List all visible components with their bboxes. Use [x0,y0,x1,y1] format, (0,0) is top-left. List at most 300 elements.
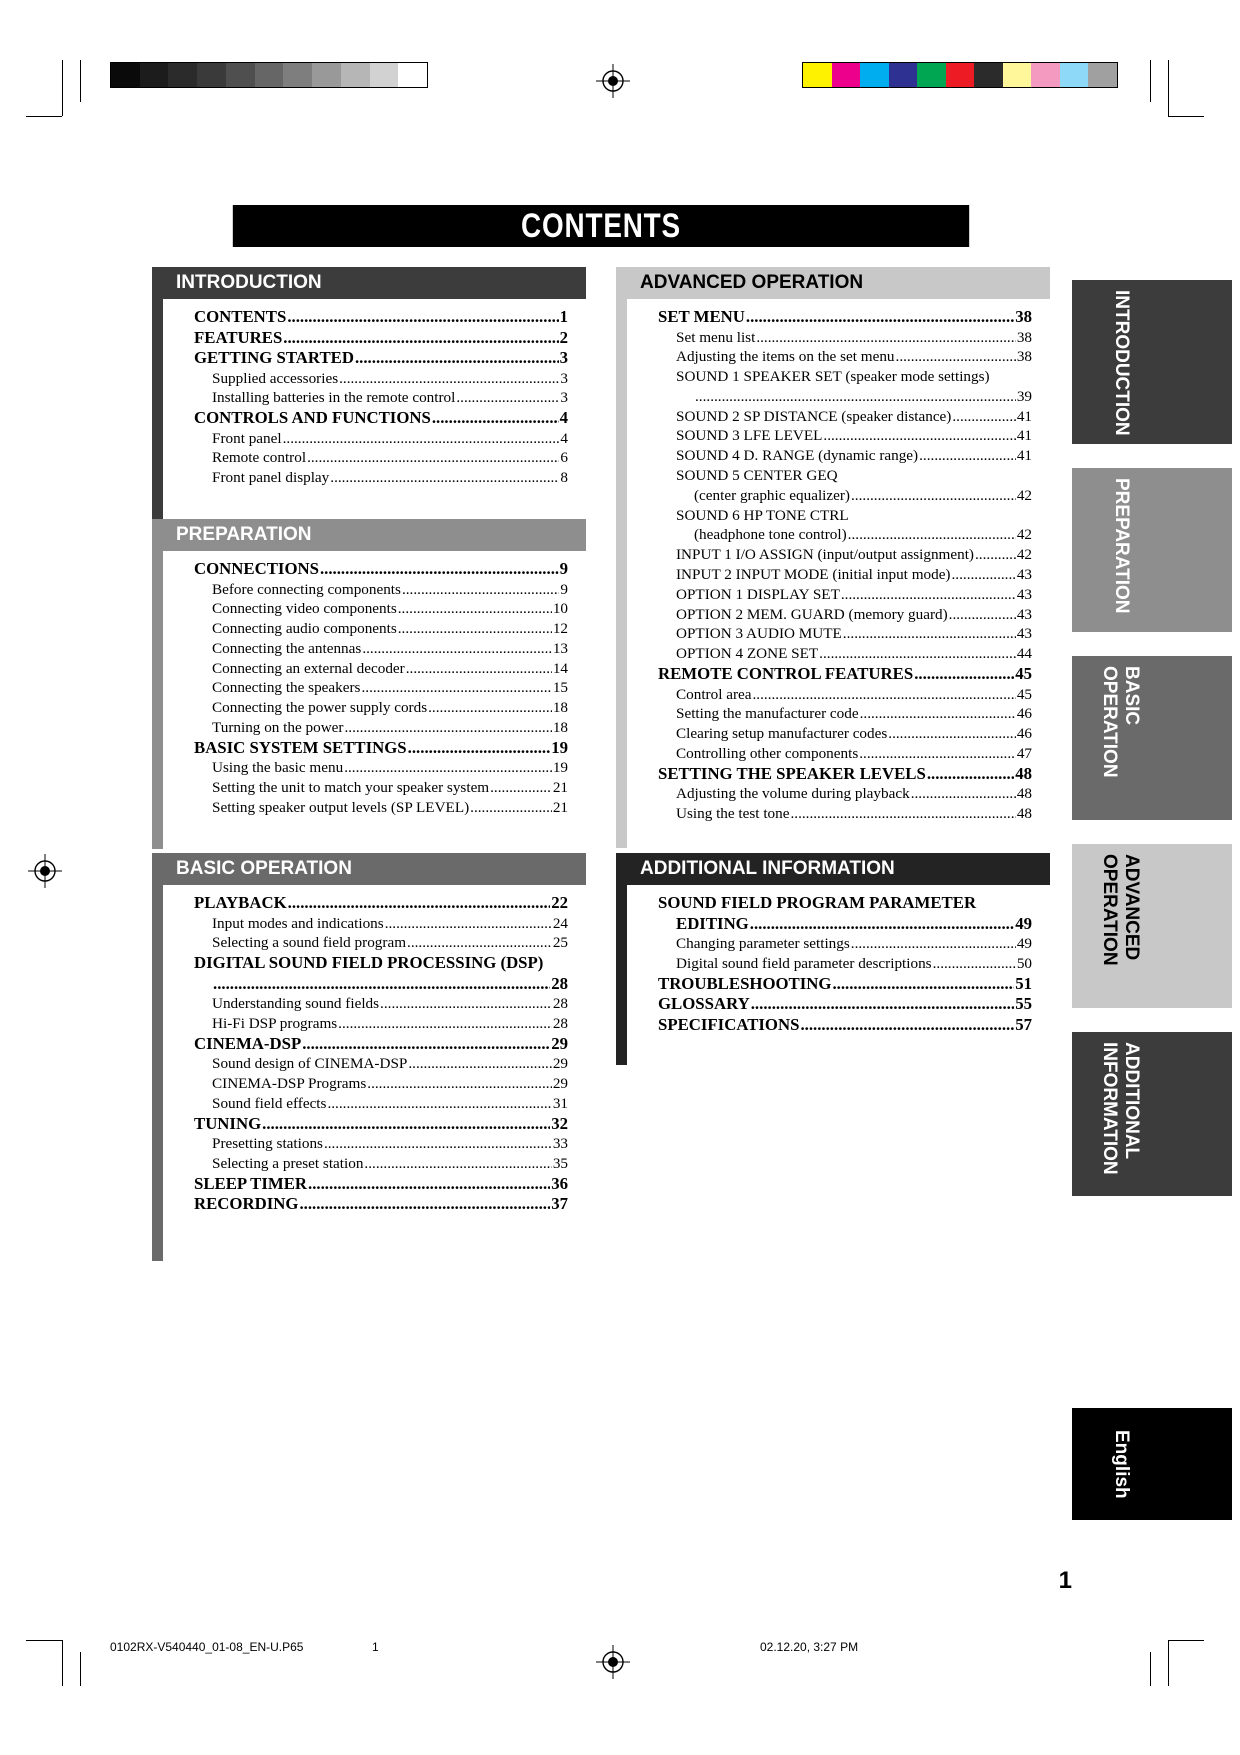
toc-entry-page: 37 [551,1194,568,1214]
crop-mark [1168,60,1169,116]
toc-entry[interactable] [194,659,568,679]
toc-entry-page: 51 [1015,973,1032,993]
tab-label: ADVANCED OPERATION [1099,854,1142,966]
toc-leader-dots [320,559,559,580]
toc-entry-page: 55 [1015,994,1032,1014]
tab-advanced-operation[interactable] [1072,844,1232,1008]
toc-leader-dots [470,798,552,818]
toc-entry-label: Control area [676,685,752,703]
toc-entry-page: 21 [552,798,568,816]
toc-entry-page: 48 [1016,785,1032,803]
toc-entry-label: Adjusting the items on the set menu [676,348,895,366]
crop-mark [1168,1640,1169,1686]
toc-entry-page: 45 [1015,664,1032,684]
toc-entry-page: 36 [551,1173,568,1193]
tab-preparation[interactable] [1072,468,1232,632]
section-heading: PREPARATION [152,519,586,551]
toc-entry[interactable] [194,639,568,659]
toc-entry-label: Digital sound field parameter descriptions [676,954,932,972]
toc-entry[interactable] [658,328,1032,348]
toc-entry-page: 41 [1016,407,1032,425]
toc-leader-dots [408,738,551,759]
toc-entry[interactable] [194,1134,568,1154]
toc-entry-page: 4 [559,408,568,428]
tab-label: ADDITIONAL INFORMATION [1099,1042,1142,1175]
toc-entry-label: CONNECTIONS [194,559,319,578]
toc-entry-label: SOUND 4 D. RANGE (dynamic range) [676,447,919,465]
toc-leader-dots [344,718,551,738]
toc-entry[interactable] [194,348,568,369]
color-swatch [860,63,889,87]
toc-entry[interactable] [194,619,568,639]
toc-entry[interactable] [658,446,1032,466]
toc-entry[interactable] [658,585,1032,605]
toc-entry[interactable] [658,407,1032,427]
toc-entry-label: SOUND 6 HP TONE CTRL [676,506,849,524]
toc-entry[interactable] [194,1154,568,1174]
toc-entry-label: RECORDING [194,1194,299,1214]
toc-entry-label: Changing parameter settings [676,935,850,952]
color-swatch [946,63,975,87]
toc-entry[interactable] [194,778,568,798]
toc-entry-page: 42 [1016,526,1032,544]
toc-entry-label: Clearing setup manufacturer codes [676,725,888,743]
toc-leader-dots [746,307,1014,328]
toc-entry[interactable] [194,1014,568,1034]
toc-entry-page: 10 [552,600,568,618]
toc-entry[interactable] [658,994,1032,1015]
toc-entry-label: Front panel display [212,469,330,487]
crop-mark [1168,116,1204,117]
toc-entry[interactable] [658,1015,1032,1036]
toc-entry-page: 38 [1016,328,1032,346]
color-swatch [341,63,370,87]
toc-entry-page: 43 [1016,585,1032,603]
toc-entry[interactable] [194,718,568,738]
toc-entry-label: Before connecting components [212,580,401,598]
toc-entry-page: 29 [551,1033,568,1053]
toc-entry-label: Understanding sound fields [212,995,380,1013]
toc-entry-label: Hi-Fi DSP programs [212,1014,338,1032]
toc-leader-dots [888,724,1016,744]
toc-leader-dots [933,954,1016,974]
toc-entry[interactable] [194,914,568,934]
toc-entry[interactable] [658,704,1032,724]
color-swatch [312,63,341,87]
toc-entry[interactable] [194,758,568,778]
toc-entry-page: 3 [560,369,568,387]
section-additional-information [616,853,1050,1065]
page-number: 1 [1058,1567,1072,1594]
color-swatch [917,63,946,87]
tab-label: INTRODUCTION [1111,290,1132,436]
toc-entry-page: 1 [559,307,568,326]
toc-entry-page: 18 [552,699,568,717]
toc-entry[interactable] [658,974,1032,995]
section-entries [616,885,1050,1065]
toc-entry-label: Installing batteries in the remote control [212,389,456,407]
toc-entry-page: 18 [552,719,568,737]
toc-entry[interactable] [658,466,1032,486]
toc-leader-dots [952,565,1016,585]
toc-leader-dots [800,1015,1014,1036]
toc-entry-label: Connecting the antennas [212,639,362,657]
tab-label: English [1111,1430,1132,1499]
toc-entry[interactable] [194,1074,568,1094]
toc-entry[interactable] [658,545,1032,565]
toc-leader-dots [324,1134,552,1154]
section-entries [616,299,1050,848]
toc-leader-dots [490,778,552,798]
toc-entry[interactable] [194,1174,568,1195]
toc-entry[interactable] [658,744,1032,764]
toc-entry-page: 3 [559,348,568,367]
toc-entry-label: Sound field effects [212,1094,327,1112]
toc-leader-dots [832,974,1014,995]
toc-entry-page: 28 [552,995,568,1013]
toc-entry-label: SOUND 3 LFE LEVEL [676,427,823,445]
toc-entry[interactable] [658,914,1032,935]
toc-entry-label: SET MENU [658,307,745,326]
toc-entry[interactable] [658,644,1032,664]
section-heading: BASIC OPERATION [152,853,586,885]
toc-leader-dots [753,685,1016,705]
toc-entry-page: 50 [1016,954,1032,972]
toc-entry-page: 24 [552,914,568,932]
toc-entry[interactable] [658,685,1032,705]
color-calibration-bar [802,62,1118,88]
color-swatch [111,63,140,87]
toc-entry[interactable] [194,307,568,328]
footer-file: 0102RX-V540440_01-08_EN-U.P65 [110,1640,304,1654]
toc-entry-label: Selecting a sound field program [212,934,407,952]
toc-entry-label: Selecting a preset station [212,1154,364,1172]
toc-entry[interactable] [658,954,1032,974]
toc-entry[interactable] [658,893,1032,914]
crop-mark [26,1640,62,1641]
toc-leader-dots [402,580,559,600]
toc-entry[interactable] [658,506,1032,526]
toc-leader-dots [327,1094,551,1114]
toc-leader-dots [911,784,1016,804]
toc-entry-page: 42 [1016,486,1032,504]
toc-leader-dots [975,545,1016,565]
toc-entry[interactable] [658,724,1032,744]
tab-introduction[interactable] [1072,280,1232,444]
toc-entry-label: TROUBLESHOOTING [658,973,832,993]
section-preparation [152,519,586,849]
toc-leader-dots [896,347,1016,367]
toc-leader-dots [927,764,1014,785]
toc-entry[interactable] [194,559,568,580]
toc-entry[interactable] [658,764,1032,785]
tab-english[interactable] [1072,1408,1232,1520]
toc-entry-label: OPTION 3 AUDIO MUTE [676,625,842,643]
toc-entry[interactable] [658,307,1032,328]
toc-entry-page: 6 [560,449,568,467]
registration-mark-icon [28,854,62,888]
toc-leader-dots [860,704,1016,724]
toc-entry[interactable] [194,388,568,408]
toc-entry[interactable] [194,953,568,974]
toc-entry-label: Turning on the power [212,719,344,737]
toc-leader-dots [843,624,1016,644]
toc-entry[interactable] [658,525,1032,545]
toc-entry-label: Supplied accessories [212,369,339,387]
toc-leader-dots [949,605,1016,625]
tab-label: PREPARATION [1111,478,1132,614]
toc-entry-label: GLOSSARY [658,994,750,1014]
toc-entry-label: Connecting the power supply cords [212,699,428,717]
registration-mark-icon [596,64,630,98]
color-swatch [283,63,312,87]
toc-entry-label: EDITING [676,913,749,933]
tab-label: BASIC OPERATION [1099,666,1142,778]
toc-leader-dots [380,994,552,1014]
toc-leader-dots [338,1014,552,1034]
toc-entry-page: 46 [1016,725,1032,743]
toc-entry[interactable] [194,599,568,619]
toc-leader-dots [841,585,1016,605]
toc-entry-label: Remote control [212,449,307,467]
toc-entry[interactable] [658,486,1032,506]
toc-entry-label: SETTING THE SPEAKER LEVELS [658,763,926,783]
toc-entry-page: 38 [1015,307,1032,326]
section-entries [152,551,586,849]
toc-entry-page: 14 [552,659,568,677]
toc-leader-dots [339,369,559,389]
crop-mark [1168,1640,1204,1641]
section-introduction [152,267,586,531]
toc-entry[interactable] [194,738,568,759]
toc-leader-dots [408,1054,551,1074]
page-title: CONTENTS [233,205,969,247]
toc-entry[interactable] [658,426,1032,446]
toc-entry-page: 46 [1016,705,1032,723]
toc-entry[interactable] [194,1054,568,1074]
toc-leader-dots [344,758,552,778]
toc-leader-dots [288,893,551,914]
toc-entry-page: 19 [551,737,568,757]
toc-entry-page: 44 [1016,645,1032,663]
toc-entry-page: 48 [1015,763,1032,783]
toc-entry[interactable] [658,934,1032,954]
toc-entry-page: 9 [560,580,568,598]
toc-leader-dots [407,933,552,953]
section-entries [152,299,586,531]
toc-entry[interactable] [658,347,1032,367]
toc-entry[interactable] [194,1114,568,1135]
toc-entry-page: 47 [1016,744,1032,762]
toc-leader-dots [823,426,1015,446]
color-swatch [1088,63,1117,87]
toc-entry[interactable] [194,678,568,698]
crop-mark [80,60,81,102]
toc-entry-label: Connecting video components [212,600,397,618]
color-swatch [1060,63,1089,87]
toc-entry-label: Sound design of CINEMA-DSP [212,1055,408,1073]
toc-entry[interactable] [194,369,568,389]
color-swatch [398,63,427,87]
toc-leader-dots [790,804,1015,824]
toc-entry-label: Front panel [212,429,282,447]
toc-leader-dots [385,914,552,934]
toc-entry-page: 15 [552,679,568,697]
toc-leader-dots [364,1154,551,1174]
toc-leader-dots [914,664,1014,685]
toc-entry[interactable] [194,580,568,600]
toc-leader-dots [456,388,559,408]
toc-entry[interactable] [194,1034,568,1055]
toc-entry-label: OPTION 2 MEM. GUARD (memory guard) [676,605,948,623]
toc-entry[interactable] [194,1194,568,1215]
toc-leader-dots [355,348,559,369]
toc-entry[interactable] [658,664,1032,685]
toc-entry-label: Set menu list [676,328,756,346]
toc-entry-label: Adjusting the volume during playback [676,785,910,803]
toc-entry-label: SOUND 2 SP DISTANCE (speaker distance) [676,407,952,425]
toc-leader-dots [398,619,552,639]
toc-entry[interactable] [194,448,568,468]
toc-entry-label: SLEEP TIMER [194,1173,308,1193]
toc-entry-label: DIGITAL SOUND FIELD PROCESSING (DSP) [194,953,544,973]
toc-entry-label: (center graphic equalizer) [694,486,850,504]
toc-entry[interactable] [658,367,1032,387]
toc-entry[interactable] [658,565,1032,585]
toc-entry[interactable] [194,933,568,953]
toc-entry[interactable] [658,605,1032,625]
toc-leader-dots [213,974,550,995]
toc-entry[interactable] [194,468,568,488]
toc-entry-page: 22 [551,893,568,912]
color-swatch [803,63,832,87]
toc-leader-dots [398,599,552,619]
color-swatch [140,63,169,87]
toc-leader-dots [283,429,560,449]
toc-entry-label: REMOTE CONTROL FEATURES [658,664,914,684]
toc-entry-label: Connecting the speakers [212,679,361,697]
color-swatch [370,63,399,87]
toc-entry-label: Setting the manufacturer code [676,705,859,723]
tab-basic-operation[interactable] [1072,656,1232,820]
toc-entry-page: 31 [552,1094,568,1112]
toc-entry[interactable] [194,994,568,1014]
toc-entry-label: TUNING [194,1113,262,1133]
toc-leader-dots [362,639,552,659]
toc-entry-label: SPECIFICATIONS [658,1014,800,1034]
toc-entry-label: CINEMA-DSP Programs [212,1074,367,1092]
toc-entry-label: SOUND FIELD PROGRAM PARAMETER [658,893,977,912]
section-entries [152,885,586,1261]
toc-leader-dots [756,328,1016,348]
toc-entry-label: PLAYBACK [194,893,287,912]
crop-mark [1150,1652,1151,1686]
toc-entry-page: 13 [552,639,568,657]
toc-entry-label: SOUND 5 CENTER GEQ [676,467,838,485]
toc-entry-page: 49 [1016,935,1032,952]
toc-entry-label: Controlling other components [676,744,859,762]
toc-entry-label: Using the basic menu [212,759,344,777]
color-swatch [974,63,1003,87]
toc-leader-dots [302,1034,550,1055]
toc-entry-page: 12 [552,620,568,638]
toc-leader-dots [952,407,1015,427]
toc-entry-page: 48 [1016,805,1032,823]
section-heading: INTRODUCTION [152,267,586,299]
color-swatch [226,63,255,87]
toc-entry[interactable] [658,804,1032,824]
toc-entry[interactable] [194,1094,568,1114]
toc-entry-label: INPUT 2 INPUT MODE (initial input mode) [676,566,951,584]
color-swatch [255,63,284,87]
toc-leader-dots [287,307,558,328]
toc-leader-dots [308,1174,550,1195]
toc-entry[interactable] [658,624,1032,644]
toc-entry-label: CONTROLS AND FUNCTIONS [194,408,431,428]
toc-leader-dots [851,486,1016,506]
toc-entry-page: 42 [1016,546,1032,564]
toc-leader-dots [307,448,559,468]
section-advanced-operation [616,267,1050,848]
toc-leader-dots [299,1194,550,1215]
toc-entry-label: (headphone tone control) [694,526,847,544]
toc-entry[interactable] [194,429,568,449]
toc-entry-label: FEATURES [194,327,283,347]
toc-entry-page: 29 [552,1074,568,1092]
registration-mark-icon [596,1645,630,1679]
toc-entry[interactable] [194,328,568,349]
toc-entry-label: CINEMA-DSP [194,1033,302,1053]
toc-leader-dots [851,934,1016,954]
toc-entry[interactable] [658,387,1032,407]
toc-entry-label: Setting speaker output levels (SP LEVEL) [212,798,470,816]
toc-entry-label: INPUT 1 I/O ASSIGN (input/output assignment) [676,546,974,564]
toc-entry-page: 28 [552,1014,568,1032]
toc-entry[interactable] [194,893,568,914]
toc-entry-page: 32 [551,1113,568,1133]
toc-leader-dots [919,446,1016,466]
toc-entry-page: 57 [1015,1014,1032,1034]
toc-entry-page: 3 [560,389,568,407]
toc-leader-dots [367,1074,552,1094]
toc-entry-page: 21 [552,779,568,797]
toc-entry-label: SOUND 1 SPEAKER SET (speaker mode settings) [676,368,990,386]
grayscale-calibration-bar [110,62,428,88]
crop-mark [62,60,63,116]
toc-leader-dots [262,1114,550,1135]
toc-entry[interactable] [658,784,1032,804]
toc-entry-label: Connecting an external decoder [212,659,405,677]
toc-entry-page: 29 [552,1055,568,1073]
toc-entry-page: 28 [551,973,568,993]
crop-mark [26,116,62,117]
toc-entry[interactable] [194,798,568,818]
toc-entry[interactable] [194,698,568,718]
color-swatch [1031,63,1060,87]
toc-entry-page: 9 [559,559,568,578]
toc-entry-label: Presetting stations [212,1135,323,1153]
toc-entry-page: 49 [1015,913,1032,933]
footer-sheet: 1 [372,1640,379,1654]
toc-entry-page: 8 [560,469,568,487]
toc-entry-page: 43 [1016,605,1032,623]
tab-additional-information[interactable] [1072,1032,1232,1196]
toc-entry-page: 39 [1016,387,1032,405]
toc-entry[interactable] [194,408,568,429]
toc-entry[interactable] [194,974,568,995]
toc-entry-label: Using the test tone [676,805,790,823]
toc-entry-page: 19 [552,759,568,777]
